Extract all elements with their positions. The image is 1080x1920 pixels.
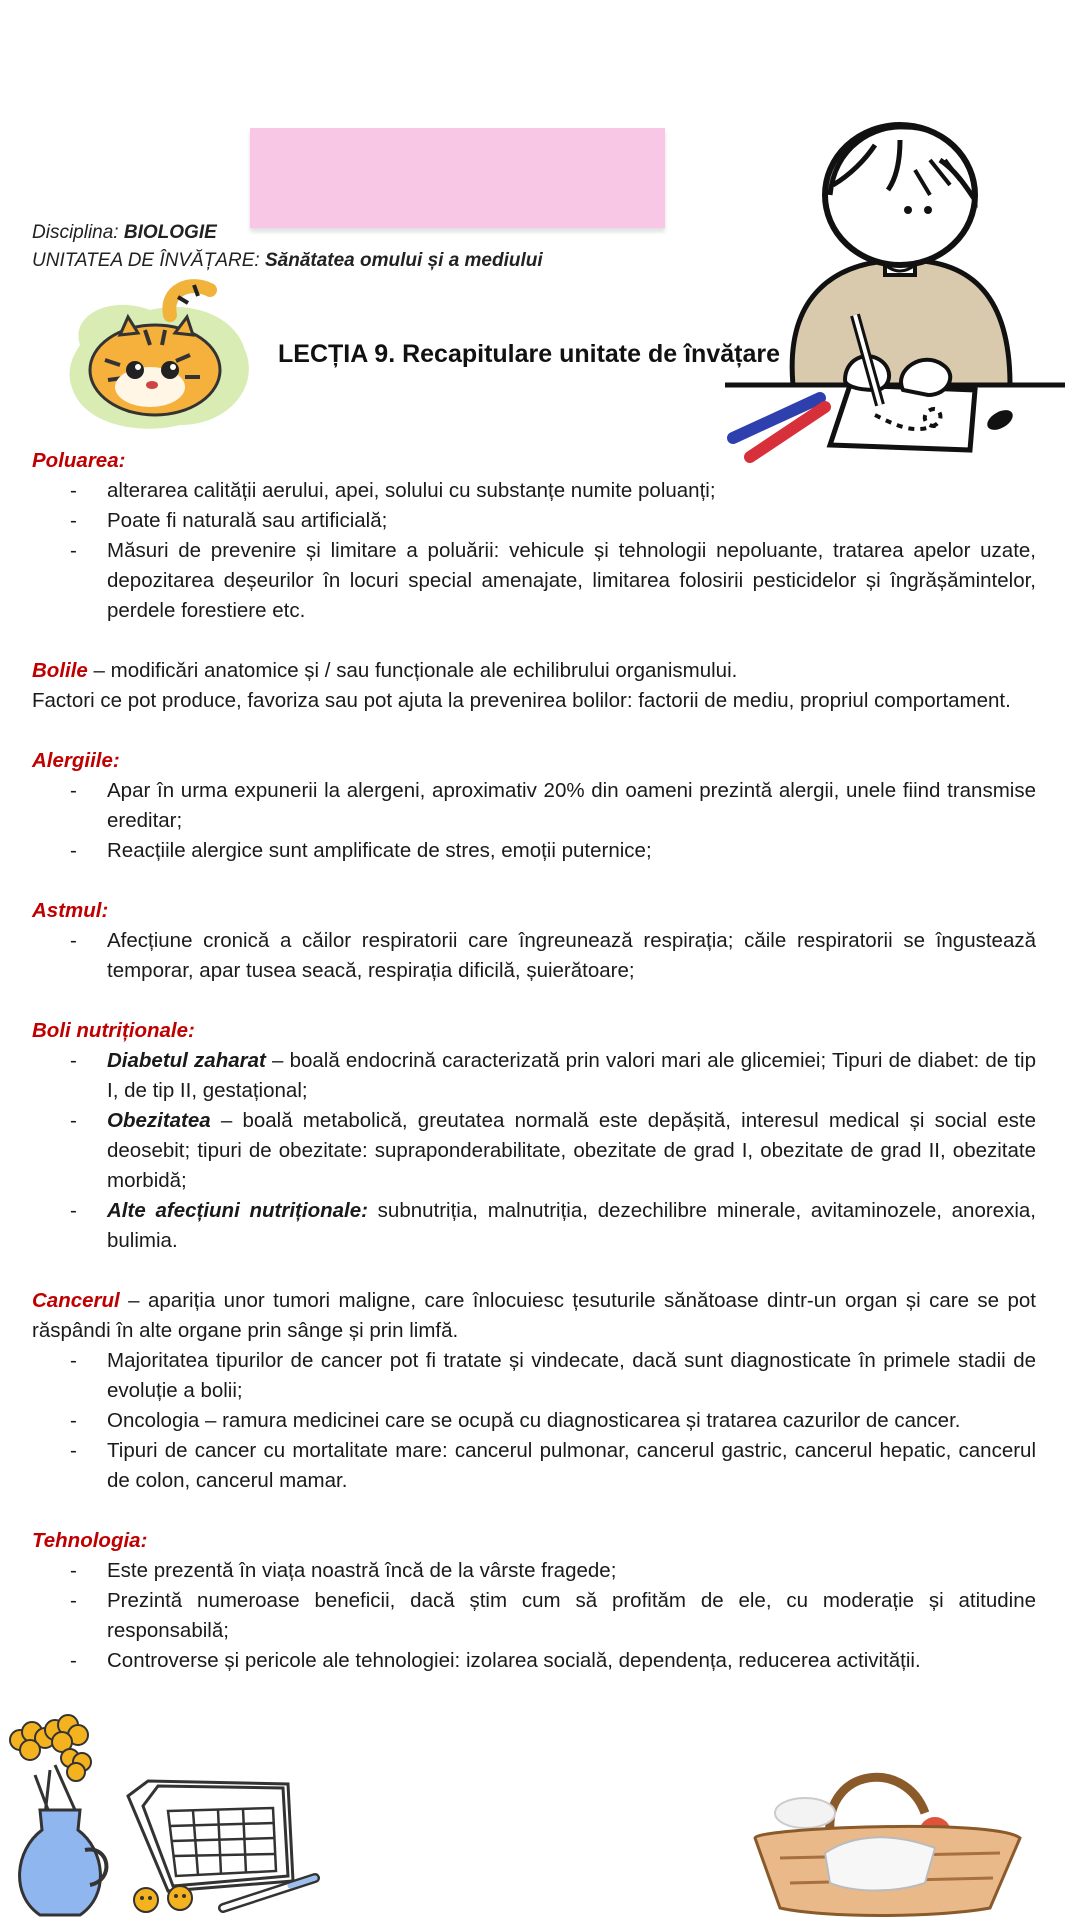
heading-alergiile: Alergiile: (32, 749, 120, 772)
section-poluarea (32, 446, 1036, 626)
list-item: - Alte afecțiuni nutriționale: subnutriția, malnutriția, dezechilibre minerale, avitaminozele, anorexia, bulimia. (32, 1196, 1036, 1256)
lesson-title: LECȚIA 9. Recapitulare unitate de învățare (278, 340, 780, 368)
discipline-line: Disciplina: BIOLOGIE (32, 222, 217, 243)
pen-icon (215, 1868, 325, 1918)
heading-bolile: Bolile (32, 659, 88, 682)
list-item: - Tipuri de cancer cu mortalitate mare: cancerul pulmonar, cancerul gastric, cancerul hepatic, cancerul de colon, cancerul mamar. (32, 1436, 1036, 1496)
section-tehnologia (32, 1526, 1036, 1676)
flower-vase-icon (0, 1710, 120, 1920)
heading-astmul: Astmul: (32, 899, 109, 922)
pink-note-decoration (250, 128, 665, 228)
picnic-basket-icon (735, 1758, 1035, 1918)
bolile-definition: – modificări anatomice și / sau funcționale ale echilibrului organismului. (87, 659, 738, 682)
heading-tehnologia: Tehnologia: (32, 1529, 148, 1552)
list-item: - Diabetul zaharat – boală endocrină caracterizată prin valori mari ale glicemiei; Tipuri de diabet: de tip I, de tip II, gestațional; (32, 1046, 1036, 1106)
list-item: - Majoritatea tipurilor de cancer pot fi tratate și vindecate, dacă sunt diagnosticate în primele stadii de evoluție a bolii; (32, 1346, 1036, 1406)
list-item: - Afecțiune cronică a căilor respiratorii care îngreunează respirația; căile respiratorii se îngustează temporar, apar tusea seacă, respirația dificilă, șuierătoare; (32, 926, 1036, 986)
section-alergiile (32, 746, 1036, 866)
list-item: - Este prezentă în viața noastră încă de la vârste fragede; (32, 1556, 1036, 1586)
cancerul-definition: – apariția unor tumori maligne, care înlocuiesc țesuturile sănătoase dintr-un organ și care se pot răspândi în alte organe prin sânge și prin limfă. (32, 1289, 1036, 1342)
list-item: - alterarea calității aerului, apei, solului cu substanțe numite poluanți; (32, 476, 1036, 506)
list-item: - Oncologia – ramura medicinei care se ocupă cu diagnosticarea și tratarea cazurilor de cancer. (32, 1406, 1036, 1436)
tiger-sticker-icon (60, 275, 270, 445)
unit-line: UNITATEA DE ÎNVĂȚARE: Sănătatea omului și a mediului (32, 250, 543, 271)
section-boli-nutritionale (32, 1016, 1036, 1256)
lesson-content (32, 446, 1036, 1706)
list-item: - Poate fi naturală sau artificială; (32, 506, 1036, 536)
heading-boli-nutritionale: Boli nutriționale: (32, 1019, 195, 1042)
list-item: - Măsuri de prevenire și limitare a poluării: vehicule și tehnologii nepoluante, tratarea apelor uzate, depozitarea deșeurilor în locuri special amenajate, limitarea folosirii pesticidelor și îngrășămintelor, perdele forestiere etc. (32, 536, 1036, 626)
list-item: - Obezitatea – boală metabolică, greutatea normală este depășită, interesul medical și social este deosebit; tipuri de obezitate: supraponderabilitate, obezitate de grad I, obezitate de grad II, obezitate morbidă; (32, 1106, 1036, 1196)
heading-poluarea: Poluarea: (32, 449, 126, 472)
list-item: - Prezintă numeroase beneficii, dacă știm cum să profităm de ele, cu moderație și atitudine responsabilă; (32, 1586, 1036, 1646)
list-item: - Apar în urma expunerii la alergeni, aproximativ 20% din oameni prezintă alergii, unele fiind transmise ereditar; (32, 776, 1036, 836)
section-cancerul (32, 1286, 1036, 1496)
heading-cancerul: Cancerul (32, 1289, 120, 1312)
section-bolile (32, 656, 1036, 716)
list-item: - Controverse și pericole ale tehnologiei: izolarea socială, dependența, reducerea activității. (32, 1646, 1036, 1676)
small-figures-icon (128, 1880, 208, 1920)
section-astmul (32, 896, 1036, 986)
girl-drawing-illustration-icon (725, 115, 1065, 460)
bolile-factors: Factori ce pot produce, favoriza sau pot ajuta la prevenirea bolilor: factorii de mediu, propriul comportament. (32, 689, 1011, 712)
list-item: - Reacțiile alergice sunt amplificate de stres, emoții puternice; (32, 836, 1036, 866)
